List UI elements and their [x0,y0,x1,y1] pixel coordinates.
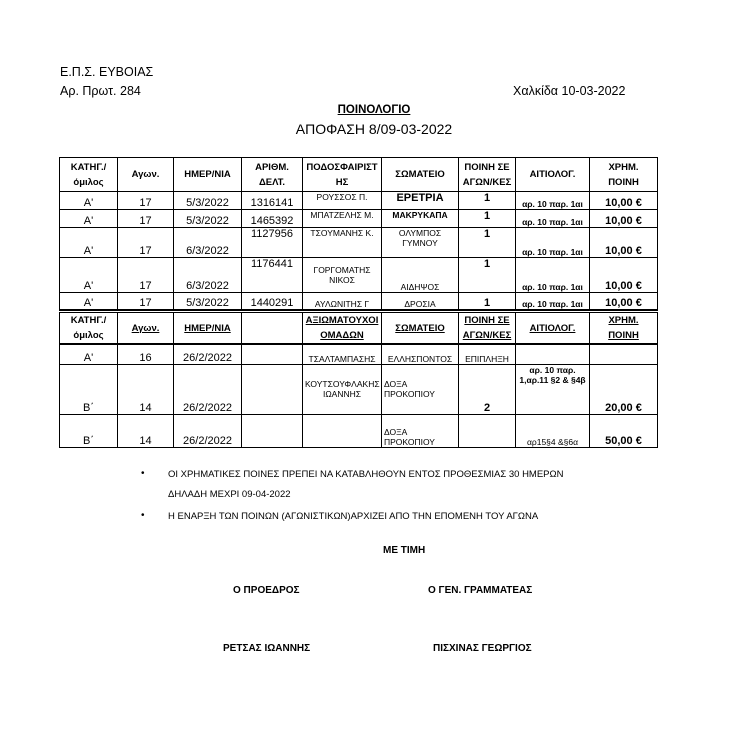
cell-club: ΔΟΞΑ ΠΡΟΚΟΠΙΟΥ [382,414,459,447]
cell-player: ΜΠΑΤΖΕΛΗΣ Μ. [303,210,382,228]
president-name: ΡΕΤΣΑΣ ΙΩΑΝΝΗΣ [223,643,311,654]
note-payment-date: ΔΗΛΑΔΗ ΜΕΧΡΙ 09-04-2022 [168,489,291,500]
cell-reason: αρ. 10 παρ. 1,αρ.11 §2 & §4β [516,364,590,414]
table-row [60,293,658,310]
cell-date: 26/2/2022 [174,344,242,364]
secretary-name: ΠΙΣΧΙΝΑΣ ΓΕΩΡΓΙΟΣ [433,643,532,654]
cell-round: 17 [118,258,174,293]
header-card-number: ΑΡΙΘΜ. ΔΕΛΤ. [242,158,303,192]
cell-reason: αρ. 10 παρ. 1αι [516,210,590,228]
cell-reason: αρ15§4 &§6α [516,414,590,447]
header-round: Αγων. [118,158,174,192]
cell-empty [242,414,303,447]
note-penalty-start: Η ΕΝΑΡΞΗ ΤΩΝ ΠΟΙΝΩΝ (ΑΓΩΝΙΣΤΙΚΩΝ)ΑΡΧΙΖΕΙ ΑΠΟ ΤΗΝ ΕΠΟΜΕΝΗ ΤΟΥ ΑΓΩΝΑ [168,511,539,522]
table-row [60,258,658,293]
cell-date: 5/3/2022 [174,192,242,210]
cell-empty [242,344,303,364]
cell-date: 26/2/2022 [174,364,242,414]
cell-club: ΜΑΚΡΥΚΑΠΑ [382,210,459,228]
table-row [60,344,658,364]
decision-number: ΑΠΟΦΑΣΗ 8/09-03-2022 [295,121,453,137]
cell-date: 26/2/2022 [174,414,242,447]
cell-fine: 10,00 € [590,228,658,258]
header-games-penalty: ΠΟΙΝΗ ΣΕ ΑΓΩΝ/ΚΕΣ [459,313,516,345]
header-category: ΚΑΤΗΓ./ όμιλος [60,158,118,192]
cell-official [303,414,382,447]
cell-games-penalty: 1 [459,210,516,228]
cell-category: Α' [60,293,118,310]
cell-category: Α' [60,258,118,293]
table-header-row [60,313,658,345]
cell-category: Α' [60,344,118,364]
cell-games-penalty: 2 [459,364,516,414]
closing-text: ΜΕ ΤΙΜΗ [383,545,426,556]
cell-games-penalty: ΕΠΙΠΛΗΞΗ [459,344,516,364]
header-club: ΣΩΜΑΤΕΙΟ [382,158,459,192]
cell-player: ΡΟΥΣΣΟΣ Π. [303,192,382,210]
cell-player: ΓΟΡΓΟΜΑΤΗΣ ΝΙΚΟΣ [303,258,382,293]
cell-category: Β΄ [60,414,118,447]
header-round: Αγων. [118,313,174,345]
bullet-icon: • [141,510,145,521]
secretary-title: Ο ΓΕΝ. ΓΡΑΜΜΑΤΕΑΣ [428,585,533,596]
header-club: ΣΩΜΑΤΕΙΟ [382,313,459,345]
cell-games-penalty [459,414,516,447]
cell-date: 5/3/2022 [174,210,242,228]
cell-fine: 20,00 € [590,364,658,414]
cell-player: ΑΥΛΩΝΙΤΗΣ Γ [303,293,382,310]
header-fine: ΧΡΗΜ. ΠΟΙΝΗ [590,313,658,345]
cell-fine: 10,00 € [590,210,658,228]
cell-games-penalty: 1 [459,258,516,293]
cell-club: ΕΛΛΗΣΠΟΝΤΟΣ [382,344,459,364]
cell-date: 5/3/2022 [174,293,242,310]
cell-reason: αρ. 10 παρ. 1αι [516,228,590,258]
cell-games-penalty: 1 [459,293,516,310]
place-date: Χαλκίδα 10-03-2022 [513,84,626,98]
cell-club: ΕΡΕΤΡΙΑ [382,192,459,210]
header-date: ΗΜΕΡ/ΝΙΑ [174,313,242,345]
cell-fine: 10,00 € [590,258,658,293]
table-row [60,192,658,210]
cell-club: ΑΙΔΗΨΟΣ [382,258,459,293]
table-row [60,228,658,258]
bullet-icon: • [141,468,145,479]
cell-round: 14 [118,364,174,414]
cell-games-penalty: 1 [459,228,516,258]
cell-round: 14 [118,414,174,447]
protocol-number: Αρ. Πρωτ. 284 [60,84,141,98]
cell-card-number: 1176441 [242,258,303,293]
cell-category: Α' [60,228,118,258]
document-title: ΠΟΙΝΟΛΟΓΙΟ [337,104,411,116]
cell-card-number: 1440291 [242,293,303,310]
cell-fine: 10,00 € [590,293,658,310]
players-penalty-table [59,157,658,311]
cell-round: 17 [118,210,174,228]
cell-reason: αρ. 10 παρ. 1αι [516,258,590,293]
cell-reason: αρ. 10 παρ. 1αι [516,192,590,210]
cell-club: ΔΟΞΑ ΠΡΟΚΟΠΙΟΥ [382,364,459,414]
cell-date: 6/3/2022 [174,228,242,258]
header-category: ΚΑΤΗΓ./ όμιλος [60,313,118,345]
cell-reason [516,344,590,364]
table-header-row [60,158,658,192]
cell-card-number: 1316141 [242,192,303,210]
cell-reason: αρ. 10 παρ. 1αι [516,293,590,310]
cell-club: ΟΛΥΜΠΟΣ ΓΥΜΝΟΥ [382,228,459,258]
table-row [60,364,658,414]
cell-card-number: 1127956 [242,228,303,258]
cell-category: Α' [60,210,118,228]
cell-club: ΔΡΟΣΙΑ [382,293,459,310]
cell-official: ΚΟΥΤΣΟΥΦΛΑΚΗΣ ΙΩΑΝΝΗΣ [303,364,382,414]
table-row [60,414,658,447]
organization-name: Ε.Π.Σ. ΕΥΒΟΙΑΣ [60,65,154,79]
cell-games-penalty: 1 [459,192,516,210]
header-officials: ΑΞΙΩΜΑΤΟΥΧΟΙ ΟΜΑΔΩΝ [303,313,382,345]
header-empty [242,313,303,345]
officials-penalty-table [59,312,658,448]
president-title: Ο ΠΡΟΕΔΡΟΣ [233,585,300,596]
cell-player: ΤΣΟΥΜΑΝΗΣ Κ. [303,228,382,258]
header-date: ΗΜΕΡ/ΝΙΑ [174,158,242,192]
cell-fine: 10,00 € [590,192,658,210]
header-reason: ΑΙΤΙΟΛΟΓ. [516,313,590,345]
cell-official: ΤΣΑΛΤΑΜΠΑΣΗΣ [303,344,382,364]
note-payment-deadline: ΟΙ ΧΡΗΜΑΤΙΚΕΣ ΠΟΙΝΕΣ ΠΡΕΠΕΙ ΝΑ ΚΑΤΑΒΛΗΘΟΥΝ ΕΝΤΟΣ ΠΡΟΘΕΣΜΙΑΣ 30 ΗΜΕΡΩΝ [168,469,564,480]
cell-card-number: 1465392 [242,210,303,228]
cell-empty [242,364,303,414]
cell-category: Β΄ [60,364,118,414]
header-player: ΠΟΔΟΣΦΑΙΡΙΣΤ ΗΣ [303,158,382,192]
header-reason: ΑΙΤΙΟΛΟΓ. [516,158,590,192]
table-row [60,210,658,228]
cell-category: Α' [60,192,118,210]
cell-round: 16 [118,344,174,364]
cell-round: 17 [118,228,174,258]
header-fine: ΧΡΗΜ. ΠΟΙΝΗ [590,158,658,192]
cell-round: 17 [118,293,174,310]
cell-fine: 50,00 € [590,414,658,447]
cell-fine [590,344,658,364]
cell-round: 17 [118,192,174,210]
cell-date: 6/3/2022 [174,258,242,293]
header-games-penalty: ΠΟΙΝΗ ΣΕ ΑΓΩΝ/ΚΕΣ [459,158,516,192]
